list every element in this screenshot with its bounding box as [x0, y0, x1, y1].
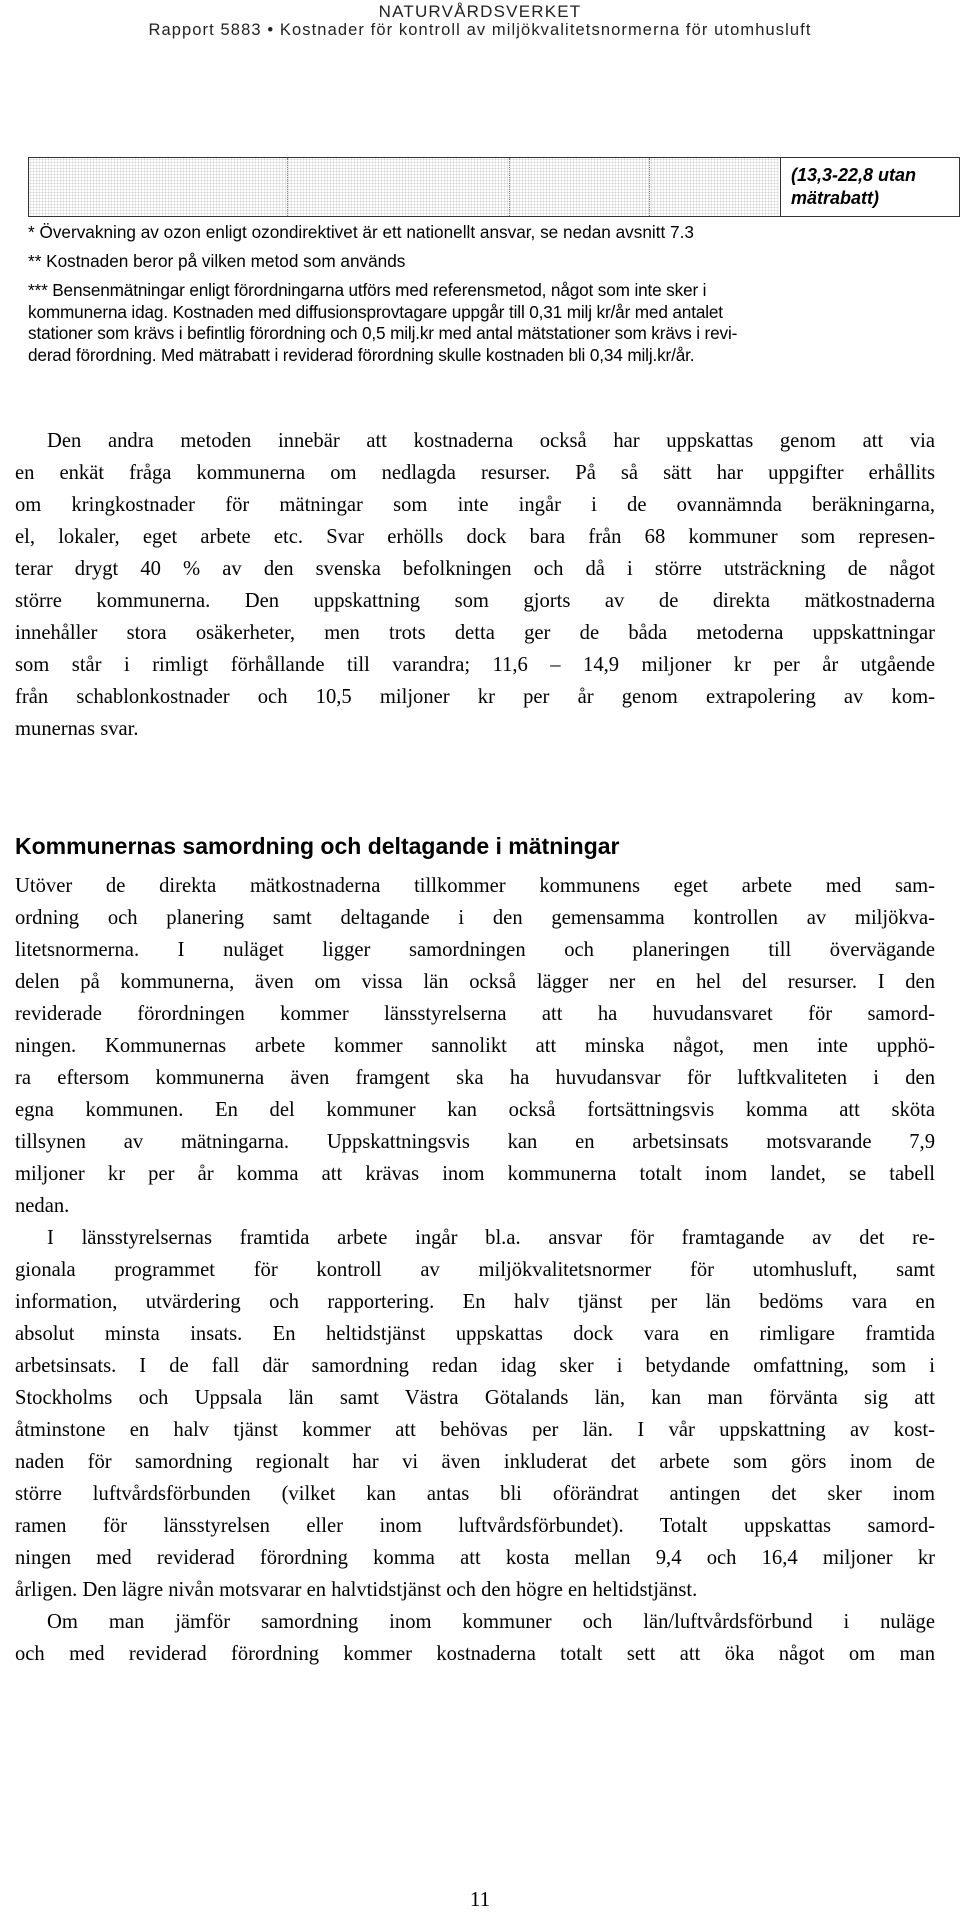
footnote-3: *** Bensenmätningar enligt förordningarna utförs med referensmetod, något som inte sker i kommunerna idag. Kostnaden med diffusionsprovtagare uppgår till 0,31 milj kr/år med antalet stationer som krävs i befintlig förordning och 0,5 milj.kr med antal mätstationer som krävs i revi- derad förordning. Med mätrabatt i reviderad förordning skulle kostnaden bli 0,34 milj.kr/år.: [28, 280, 738, 365]
footnote-2: ** Kostnaden beror på vilken metod som används: [28, 251, 406, 271]
table-cell-note: (13,3-22,8 utan mätrabatt): [791, 165, 917, 208]
body-paragraph-1: Den andra metoden innebär att kostnaderna också har uppskattas genom att via en enkät fråga kommunerna om nedlagda resurser. På så sätt har uppgifter erhållits om kringkostnader för mätningar som inte ingår i de ovannämnda beräkningarna, el, lokaler, eget arbete etc. Svar erhölls dock bara från 68 kommuner som represen- terar drygt 40 % av den svenska befolkningen och då i större utsträckning de något större kommunerna. Den uppskattning som gjorts av de direkta mätkostnaderna innehåller stora osäkerheter, men trots detta ger de båda metoderna uppskattningar som står i rimligt förhållande till varandra; 11,6 – 14,9 miljoner kr per år utgående från schablonkostnader och 10,5 miljoner kr per år genom extrapolering av kom- munernas svar.: [15, 430, 935, 740]
section-heading: Kommunernas samordning och deltagande i mätningar: [15, 833, 620, 859]
table-column-divider: [509, 158, 510, 216]
header-org: NATURVÅRDSVERKET: [378, 2, 582, 21]
page-number: 11: [469, 1887, 491, 1911]
table-column-divider: [287, 158, 288, 216]
body-paragraph-2: Utöver de direkta mätkostnaderna tillkommer kommunens eget arbete med sam- ordning och planering samt deltagande i den gemensamma kontrollen av miljökva- litetsnormerna. I nuläget ligger samordningen och planeringen till övervägande delen på kommunerna, även om vissa län också lägger ner en hel del resurser. I den reviderade förordningen kommer länsstyrelserna att ha huvudansvaret för samord- ningen. Kommunernas arbete kommer sannolikt att minska något, men inte upphö- ra eftersom kommunerna även framgent ska ha huvudansvar för luftkvaliteten i den egna kommunen. En del kommuner kan också fortsättningsvis komma att sköta tillsynen av mätningarna. Uppskattningsvis kan en arbetsinsats motsvarande 7,9 miljoner kr per år komma att krävas inom kommunerna totalt inom landet, se tabell nedan.: [15, 875, 935, 1217]
body-paragraph-3: I länsstyrelsernas framtida arbete ingår bl.a. ansvar för framtagande av det re- gionala programmet för kontroll av miljökvalitetsnormer för utomhusluft, samt information, utvärdering och rapportering. En halv tjänst per län bedöms vara en absolut minsta insats. En heltidstjänst uppskattas dock vara en rimligare framtida arbetsinsats. I de fall där samordning redan idag sker i betydande omfattning, som i Stockholms och Uppsala län samt Västra Götalands län, kan man förvänta sig att åtminstone en halv tjänst kommer att behövas per län. I vår uppskattning av kost- naden för samordning regionalt har vi även inkluderat det arbete som görs inom de större luftvårdsförbunden (vilket kan antas bli oförändrat antingen det sker inom ramen för länsstyrelsen eller inom luftvårdsförbundet). Totalt uppskattas samord- ningen med reviderad förordning komma att kosta mellan 9,4 och 16,4 miljoner kr årligen. Den lägre nivån motsvarar en halvtidstjänst och den högre en heltidstjänst.: [15, 1227, 935, 1601]
table-last-cell: [780, 158, 959, 216]
table-fragment: [28, 157, 960, 217]
table-column-divider: [649, 158, 650, 216]
header-report-title: Rapport 5883 • Kostnader för kontroll av miljökvalitetsnormerna för utomhusluft: [148, 21, 812, 39]
body-paragraph-4: Om man jämför samordning inom kommuner och län/luftvårdsförbund i nuläge och med reviderad förordning kommer kostnaderna totalt sett att öka något om man: [15, 1611, 935, 1665]
footnote-1: * Övervakning av ozon enligt ozondirektivet är ett nationellt ansvar, se nedan avsnitt 7.3: [28, 222, 694, 242]
table-dotted-fill: [29, 158, 779, 216]
